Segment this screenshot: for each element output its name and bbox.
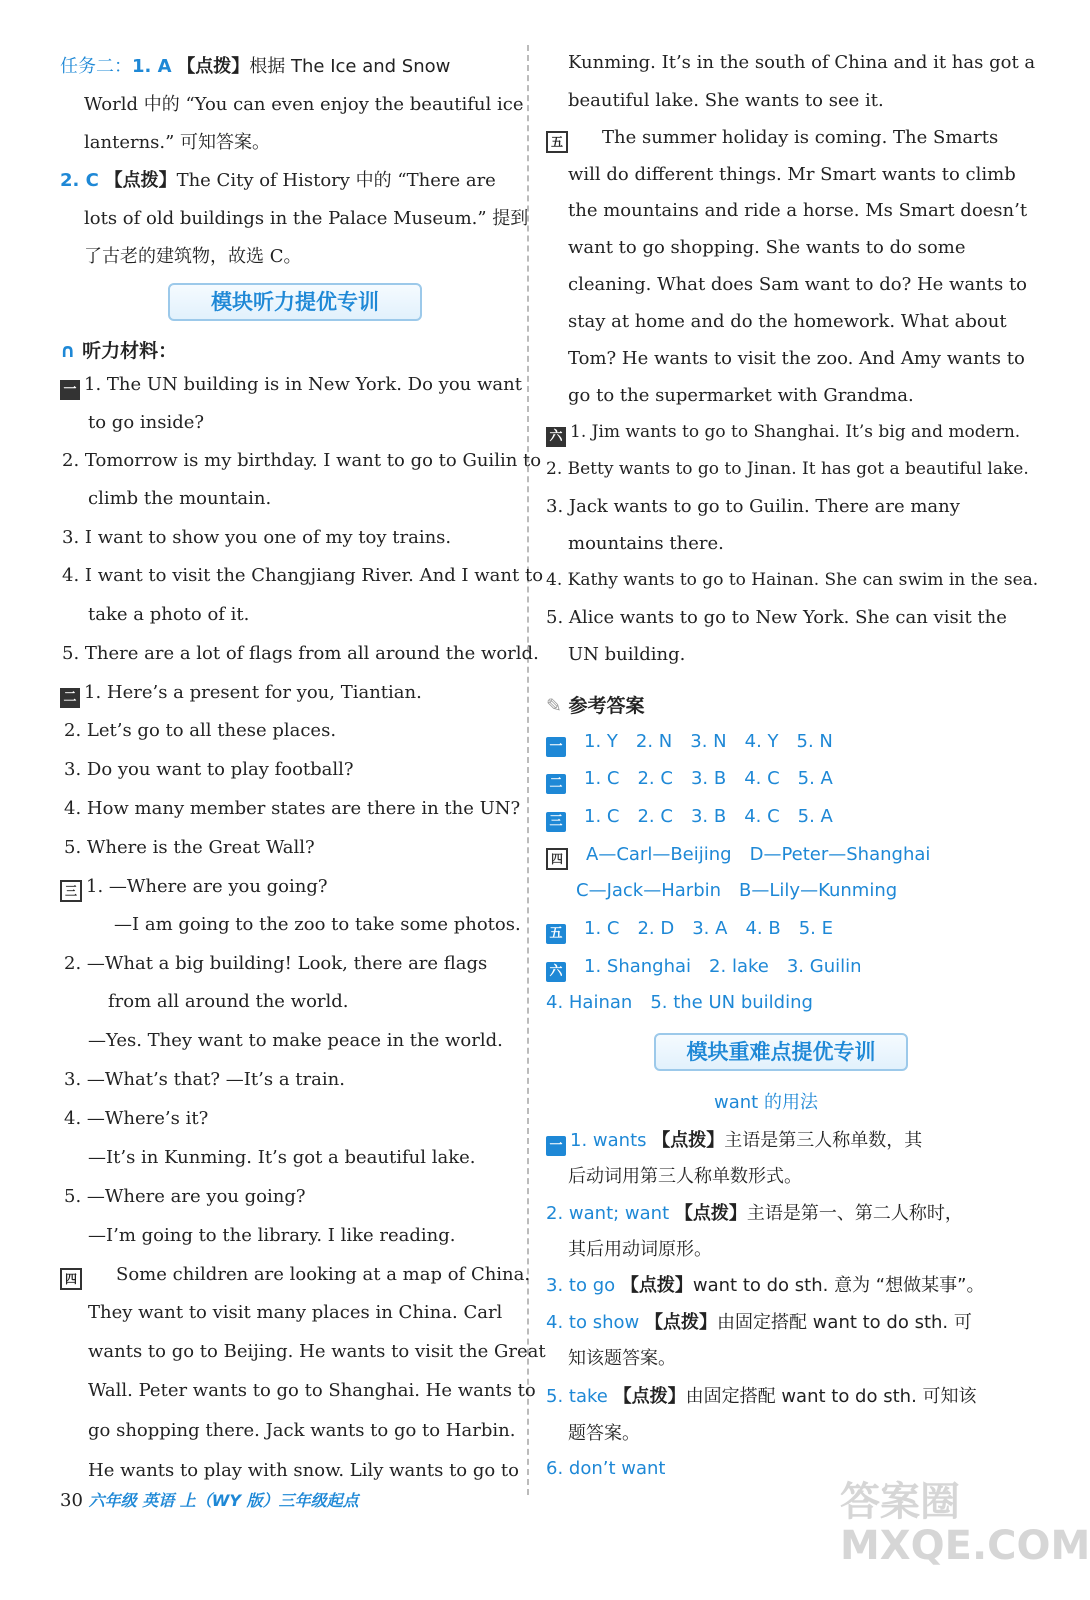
- tip-text: The City of History 中的 “There are: [176, 170, 496, 191]
- item-answer: to go: [568, 1275, 616, 1296]
- text-line: 1. The UN building is in New York. Do you want: [84, 374, 522, 395]
- answer-row-3: [546, 806, 851, 832]
- text-line: to go inside?: [88, 412, 205, 433]
- want-item-4: [546, 1308, 972, 1334]
- text-line: —Yes. They want to make peace in the world.: [88, 1030, 503, 1051]
- want-item-2: [546, 1199, 963, 1225]
- text-line: take a photo of it.: [88, 604, 250, 625]
- answer-row-5: [546, 918, 851, 944]
- answer: A—Carl—Beijing: [586, 844, 732, 865]
- answer: 4. B: [745, 918, 781, 939]
- item-answer: want; want: [568, 1203, 670, 1224]
- listening-title: 听力材料：: [82, 340, 178, 362]
- text-line: 3. —What’s that? —It’s a train.: [64, 1069, 345, 1090]
- book-brand: 六年级 英语 上（WY 版）三年级起点: [88, 1491, 359, 1510]
- section-mark: 五: [546, 131, 568, 153]
- tip-label: 【点拨】: [644, 1312, 717, 1333]
- text-line: 3. I want to show you one of my toy trains.: [62, 527, 452, 548]
- section-mark: 六: [546, 962, 566, 982]
- s5-line: [546, 127, 998, 153]
- text-line: want to go shopping. She wants to do some: [568, 237, 966, 258]
- text-line: —It’s in Kunming. It’s got a beautiful lake.: [88, 1147, 476, 1168]
- answer: 4. C: [744, 768, 780, 789]
- tip-text: 知该题答案。: [568, 1348, 676, 1369]
- answer: 1. C: [584, 768, 620, 789]
- s4-line: [60, 1264, 530, 1290]
- text-line: —I’m going to the library. I like reading.: [88, 1225, 456, 1246]
- text-line: UN building.: [568, 644, 686, 665]
- tip-text: World 中的 “You can even enjoy the beautiful ice: [84, 94, 524, 115]
- want-item-3: [546, 1271, 984, 1297]
- s3-line: [60, 876, 328, 902]
- item-num: 5.: [546, 1386, 564, 1407]
- text-line: 5. There are a lot of flags from all around the world.: [62, 643, 539, 664]
- answer: D—Peter—Shanghai: [749, 844, 931, 865]
- answer: 3. B: [690, 768, 727, 789]
- text-line: beautiful lake. She wants to see it.: [568, 90, 884, 111]
- task2-answer-2: [60, 166, 496, 192]
- tip-text: 其后用动词原形。: [568, 1239, 712, 1260]
- answer: 2. N: [635, 731, 673, 752]
- answer: C—Jack—Harbin: [576, 880, 722, 901]
- section-mark: 二: [60, 688, 80, 708]
- text-line: wants to go to Beijing. He wants to visit the Great: [88, 1341, 546, 1362]
- tip-text: 后动词用第三人称单数形式。: [568, 1166, 802, 1187]
- text-line: 5. Where is the Great Wall?: [64, 837, 315, 858]
- section-banner: 模块听力提优专训: [168, 283, 422, 321]
- text-line: They want to visit many places in China. Carl: [88, 1302, 503, 1323]
- text-line: from all around the world.: [108, 991, 349, 1012]
- page-footer: [60, 1488, 359, 1511]
- s6-line: [546, 422, 1020, 447]
- tip-text: lanterns.” 可知答案。: [84, 132, 271, 153]
- answer-row-6: [546, 956, 880, 982]
- tip-text: 主语是第三人称单数，其: [724, 1130, 923, 1151]
- text-line: mountains there.: [568, 533, 724, 554]
- item-num: 1.: [570, 1130, 588, 1151]
- text-line: the mountains and ride a horse. Ms Smart doesn’t: [568, 200, 1028, 221]
- section-mark: 三: [546, 812, 566, 832]
- s2-line: [60, 682, 422, 708]
- section-mark: 二: [546, 774, 566, 794]
- tip-label: 【点拨】: [104, 170, 177, 191]
- answer: 5. A: [797, 806, 833, 827]
- answer: 1. C: [584, 918, 620, 939]
- tip-label: 【点拨】: [177, 56, 250, 77]
- pen-icon: ✎: [546, 695, 562, 717]
- answer: B—Lily—Kunming: [739, 880, 898, 901]
- answer-row-2: [546, 768, 851, 794]
- answer: 3. Guilin: [786, 956, 862, 977]
- want-item-5: [546, 1382, 977, 1408]
- text-line: 1. Here’s a present for you, Tiantian.: [84, 682, 422, 703]
- text-line: stay at home and do the homework. What about: [568, 311, 1007, 332]
- text-line: The summer holiday is coming. The Smarts: [602, 127, 999, 148]
- answer-num: 1. A: [132, 56, 172, 77]
- text-line: go to the supermarket with Grandma.: [568, 385, 914, 406]
- tip-label: 【点拨】: [620, 1275, 693, 1296]
- answer: 5. E: [798, 918, 833, 939]
- s1-line: [60, 374, 522, 400]
- answer-row-1: [546, 731, 851, 757]
- text-line: 1. Jim wants to go to Shanghai. It’s big and modern.: [570, 422, 1021, 442]
- item-num: 2.: [546, 1203, 564, 1224]
- text-line: 2. —What a big building! Look, there are flags: [64, 953, 488, 974]
- text-line: 5. —Where are you going?: [64, 1186, 306, 1207]
- want-item-1: [546, 1126, 922, 1156]
- section-mark: 一: [60, 380, 80, 400]
- tip-text: want to do sth. 意为 “想做某事”。: [692, 1275, 985, 1296]
- section-mark: 一: [546, 737, 566, 757]
- text-line: 1. —Where are you going?: [86, 876, 328, 897]
- text-line: 2. Tomorrow is my birthday. I want to go to Guilin to: [62, 450, 542, 471]
- item-num: 4.: [546, 1312, 564, 1333]
- text-line: climb the mountain.: [88, 488, 272, 509]
- text-line: He wants to play with snow. Lily wants to go to: [88, 1460, 520, 1481]
- section-mark: 一: [546, 1136, 566, 1156]
- item-answer: take: [568, 1386, 608, 1407]
- answer: 2. C: [637, 806, 673, 827]
- tip-text: 主语是第一、第二人称时，: [746, 1203, 963, 1224]
- text-line: —I am going to the zoo to take some photos.: [114, 914, 521, 935]
- answer: 1. C: [584, 806, 620, 827]
- text-line: 3. Jack wants to go to Guilin. There are many: [546, 496, 960, 517]
- answer: 3. A: [692, 918, 728, 939]
- answer: 4. Y: [744, 731, 779, 752]
- section-mark: 五: [546, 924, 566, 944]
- listening-header: [60, 336, 177, 363]
- text-line: 5. Alice wants to go to New York. She can visit the: [546, 607, 1007, 628]
- tip-text: lots of old buildings in the Palace Museum.” 提到: [84, 208, 529, 229]
- item-answer: wants: [592, 1130, 647, 1151]
- text-line: cleaning. What does Sam want to do? He wants to: [568, 274, 1028, 295]
- task2-answer-1: [60, 52, 450, 78]
- answer: 1. Shanghai: [584, 956, 692, 977]
- text-line: go shopping there. Jack wants to go to Harbin.: [88, 1420, 516, 1441]
- answers-title: 参考答案: [568, 695, 645, 717]
- answers-header: [546, 691, 645, 718]
- task-label: 任务二：: [60, 56, 132, 77]
- text-line: Some children are looking at a map of China.: [116, 1264, 531, 1285]
- topic-title: want 的用法: [714, 1092, 818, 1113]
- tip-label: 【点拨】: [613, 1386, 686, 1407]
- watermark: [840, 1480, 1090, 1568]
- item-answer: to show: [568, 1312, 640, 1333]
- tip-text: 题答案。: [568, 1423, 640, 1444]
- text-line: will do different things. Mr Smart wants to climb: [568, 164, 1016, 185]
- tip-text: 由固定搭配 want to do sth. 可: [716, 1312, 972, 1333]
- text-line: 4. I want to visit the Changjiang River. And I want to: [62, 565, 544, 586]
- answer: 5. the UN building: [650, 992, 813, 1013]
- answer: 1. Y: [584, 731, 618, 752]
- answer: 5. N: [796, 731, 833, 752]
- text-line: Kunming. It’s in the south of China and it has got a: [568, 52, 1036, 73]
- item-num: 3.: [546, 1275, 564, 1296]
- watermark-text: 答案圈 MXQE.COM: [840, 1479, 1090, 1569]
- section-banner: 模块重难点提优专训: [654, 1033, 908, 1071]
- answer: 4. Hainan: [546, 992, 633, 1013]
- tip-label: 【点拨】: [674, 1203, 747, 1224]
- text-line: Wall. Peter wants to go to Shanghai. He wants to: [88, 1380, 536, 1401]
- text-line: 4. —Where’s it?: [64, 1108, 209, 1129]
- answer: 2. lake: [709, 956, 769, 977]
- text-line: 2. Let’s go to all these places.: [64, 720, 337, 741]
- text-line: 3. Do you want to play football?: [64, 759, 354, 780]
- section-mark: 四: [546, 848, 568, 870]
- item-num: 6.: [546, 1458, 564, 1479]
- answer-row-4b: [576, 880, 915, 901]
- answer-row-6b: [546, 992, 831, 1013]
- text-line: Tom? He wants to visit the zoo. And Amy wants to: [568, 348, 1025, 369]
- text-line: 4. Kathy wants to go to Hainan. She can swim in the sea.: [546, 570, 1039, 590]
- tip-text: 根据 The Ice and Snow: [249, 56, 451, 77]
- headphones-icon: ∩: [60, 340, 76, 362]
- section-mark: 四: [60, 1268, 82, 1290]
- text-line: 4. How many member states are there in the UN?: [64, 798, 521, 819]
- want-item-6: [546, 1458, 666, 1479]
- answer-num: 2. C: [60, 170, 99, 191]
- answer: 5. A: [797, 768, 833, 789]
- page-number: 30: [60, 1490, 83, 1511]
- section-mark: 三: [60, 880, 82, 902]
- text-line: 2. Betty wants to go to Jinan. It has got a beautiful lake.: [546, 459, 1029, 479]
- section-mark: 六: [546, 427, 566, 447]
- tip-text: 了古老的建筑物，故选 C。: [84, 246, 302, 267]
- answer: 2. C: [637, 768, 673, 789]
- tip-text: 由固定搭配 want to do sth. 可知该: [685, 1386, 977, 1407]
- tip-label: 【点拨】: [652, 1130, 725, 1151]
- item-answer: don’t want: [568, 1458, 666, 1479]
- answer-row-4: [546, 844, 948, 870]
- answer: 4. C: [744, 806, 780, 827]
- answer: 3. N: [690, 731, 727, 752]
- answer: 2. D: [637, 918, 675, 939]
- answer: 3. B: [690, 806, 727, 827]
